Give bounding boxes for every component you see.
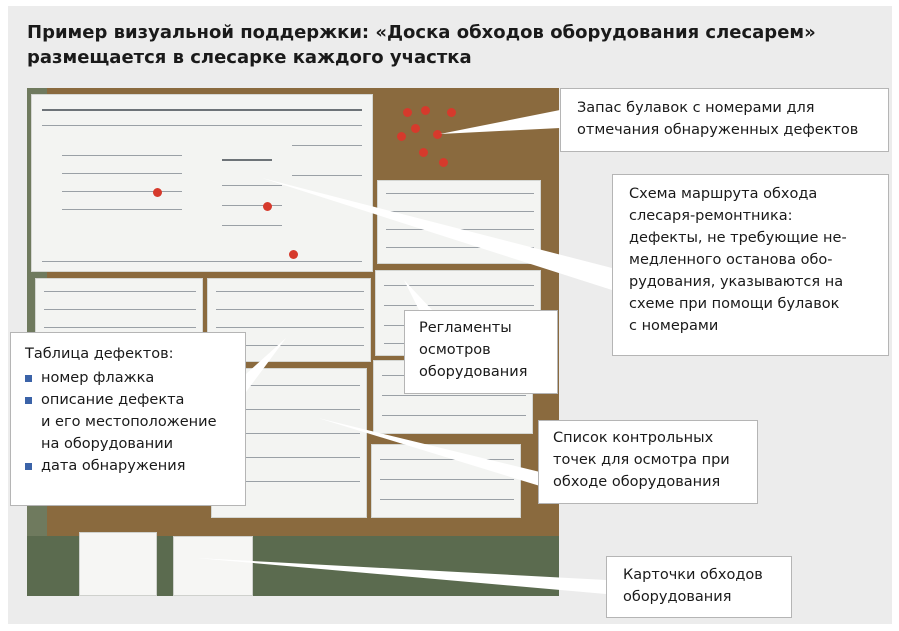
route-line: схеме при помощи булавок bbox=[629, 296, 840, 312]
figure-title bbox=[27, 20, 867, 70]
defects-item: дата обнаружения bbox=[25, 455, 231, 477]
route-line: медленного останова обо- bbox=[629, 252, 833, 268]
route-line: рудования, указываются на bbox=[629, 274, 844, 290]
card-holder bbox=[173, 536, 253, 596]
defects-heading: Таблица дефектов: bbox=[25, 346, 174, 362]
route-line: с номерами bbox=[629, 318, 719, 334]
route-line: дефекты, не требующие не- bbox=[629, 230, 847, 246]
pin-stock bbox=[403, 108, 412, 117]
callout-route-scheme bbox=[612, 174, 889, 356]
checkpoints-line: обходе оборудования bbox=[553, 474, 721, 490]
regulation-sheet bbox=[377, 180, 541, 264]
card-holder bbox=[79, 532, 157, 596]
route-line: Схема маршрута обхода bbox=[629, 186, 818, 202]
checkpoints-line: Список контрольных bbox=[553, 430, 714, 446]
cards-line: Карточки обходов bbox=[623, 567, 763, 583]
checkpoints-line: точек для осмотра при bbox=[553, 452, 730, 468]
pin-stock bbox=[397, 132, 406, 141]
pin-stock bbox=[419, 148, 428, 157]
route-scheme-sheet bbox=[31, 94, 373, 272]
callout-checkpoints bbox=[538, 420, 758, 504]
callout-pins bbox=[560, 88, 889, 152]
title-line-2: размещается в слесарке каждого участка bbox=[27, 47, 472, 68]
cards-line: оборудования bbox=[623, 589, 732, 605]
defects-item-continuation: и его местоположение bbox=[41, 414, 217, 430]
defects-item: описание дефекта bbox=[25, 389, 231, 411]
pin-stock bbox=[447, 108, 456, 117]
checklist-sheet bbox=[371, 444, 521, 518]
regulations-line: Регламенты bbox=[419, 320, 512, 336]
pin-marker bbox=[263, 202, 272, 211]
callout-defects-table bbox=[10, 332, 246, 506]
defects-item: номер флажка bbox=[25, 367, 231, 389]
pin-marker bbox=[153, 188, 162, 197]
pin-stock bbox=[439, 158, 448, 167]
callout-regulations bbox=[404, 310, 558, 394]
pin-stock bbox=[411, 124, 420, 133]
pin-marker bbox=[289, 250, 298, 259]
callout-pins-text: Запас булавок с номерами для отмечания обнаруженных дефектов bbox=[577, 100, 859, 138]
route-line: слесаря-ремонтника: bbox=[629, 208, 793, 224]
callout-cards bbox=[606, 556, 792, 618]
defects-list bbox=[25, 367, 231, 477]
regulations-line: осмотров bbox=[419, 342, 491, 358]
pin-stock bbox=[421, 106, 430, 115]
title-line-1: Пример визуальной поддержки: «Доска обходов оборудования слесарем» bbox=[27, 22, 816, 43]
regulations-line: оборудования bbox=[419, 364, 528, 380]
defects-item-continuation: на оборудовании bbox=[41, 436, 174, 452]
pin-stock bbox=[433, 130, 442, 139]
